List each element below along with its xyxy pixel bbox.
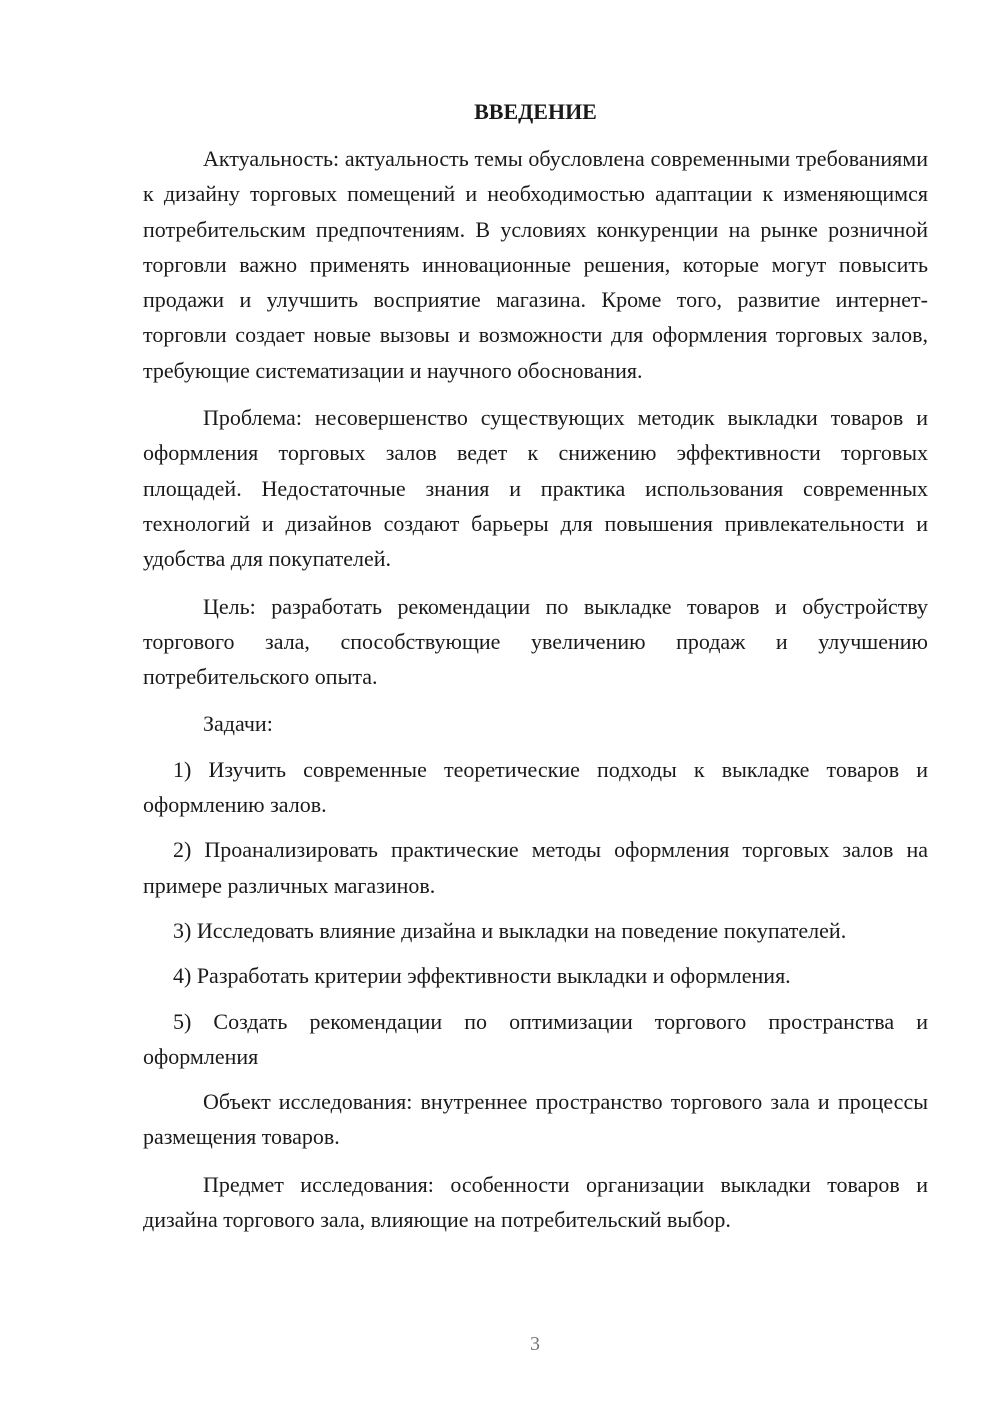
- task-item: 5) Создать рекомендации по оптимизации торгового пространства и оформления: [143, 1008, 928, 1069]
- task-item: 4) Разработать критерии эффективности выкладки и оформления.: [173, 963, 791, 989]
- task-item: 2) Проанализировать практические методы оформления торговых залов на примере различных магазинов.: [143, 837, 928, 898]
- problem-paragraph: Проблема: несовершенство существующих методик выкладки товаров и оформления торговых залов ведет к снижению эффективности торговых площадей. Недостаточные знания и практика использования современных технологий и дизайнов создают барьеры для повышения привлекательности и удобства для покупателей.: [143, 405, 928, 572]
- tasks-heading: Задачи:: [203, 711, 273, 737]
- subject-paragraph: Предмет исследования: особенности организации выкладки товаров и дизайна торгового зала, влияющие на потребительский выбор.: [143, 1171, 928, 1233]
- page-number: 3: [530, 1333, 540, 1355]
- task-item: 1) Изучить современные теоретические подходы к выкладке товаров и оформлению залов.: [143, 756, 928, 818]
- task-item: 3) Исследовать влияние дизайна и выкладки на поведение покупателей.: [173, 917, 847, 943]
- goal-paragraph: Цель: разработать рекомендации по выкладке товаров и обустройству торгового зала, способствующие увеличению продаж и улучшению потребительского опыта.: [143, 593, 928, 690]
- document-page: [143, 94, 928, 1249]
- page-title: ВВЕДЕНИЕ: [474, 99, 597, 124]
- relevance-paragraph: Актуальность: актуальность темы обусловлена современными требованиями к дизайну торговых помещений и необходимостью адаптации к изменяющимся потребительским предпочтениям. В условиях конкуренции на рынке розничной торговли важно применять инновационные решения, которые могут повысить продажи и улучшить восприятие магазина. Кроме того, развитие интернет-торговли создает новые вызовы и возможности для оформления торговых залов, требующие систематизации и научного обоснования.: [143, 146, 928, 383]
- object-paragraph: Объект исследования: внутреннее пространство торгового зала и процессы размещения товаров.: [143, 1089, 928, 1150]
